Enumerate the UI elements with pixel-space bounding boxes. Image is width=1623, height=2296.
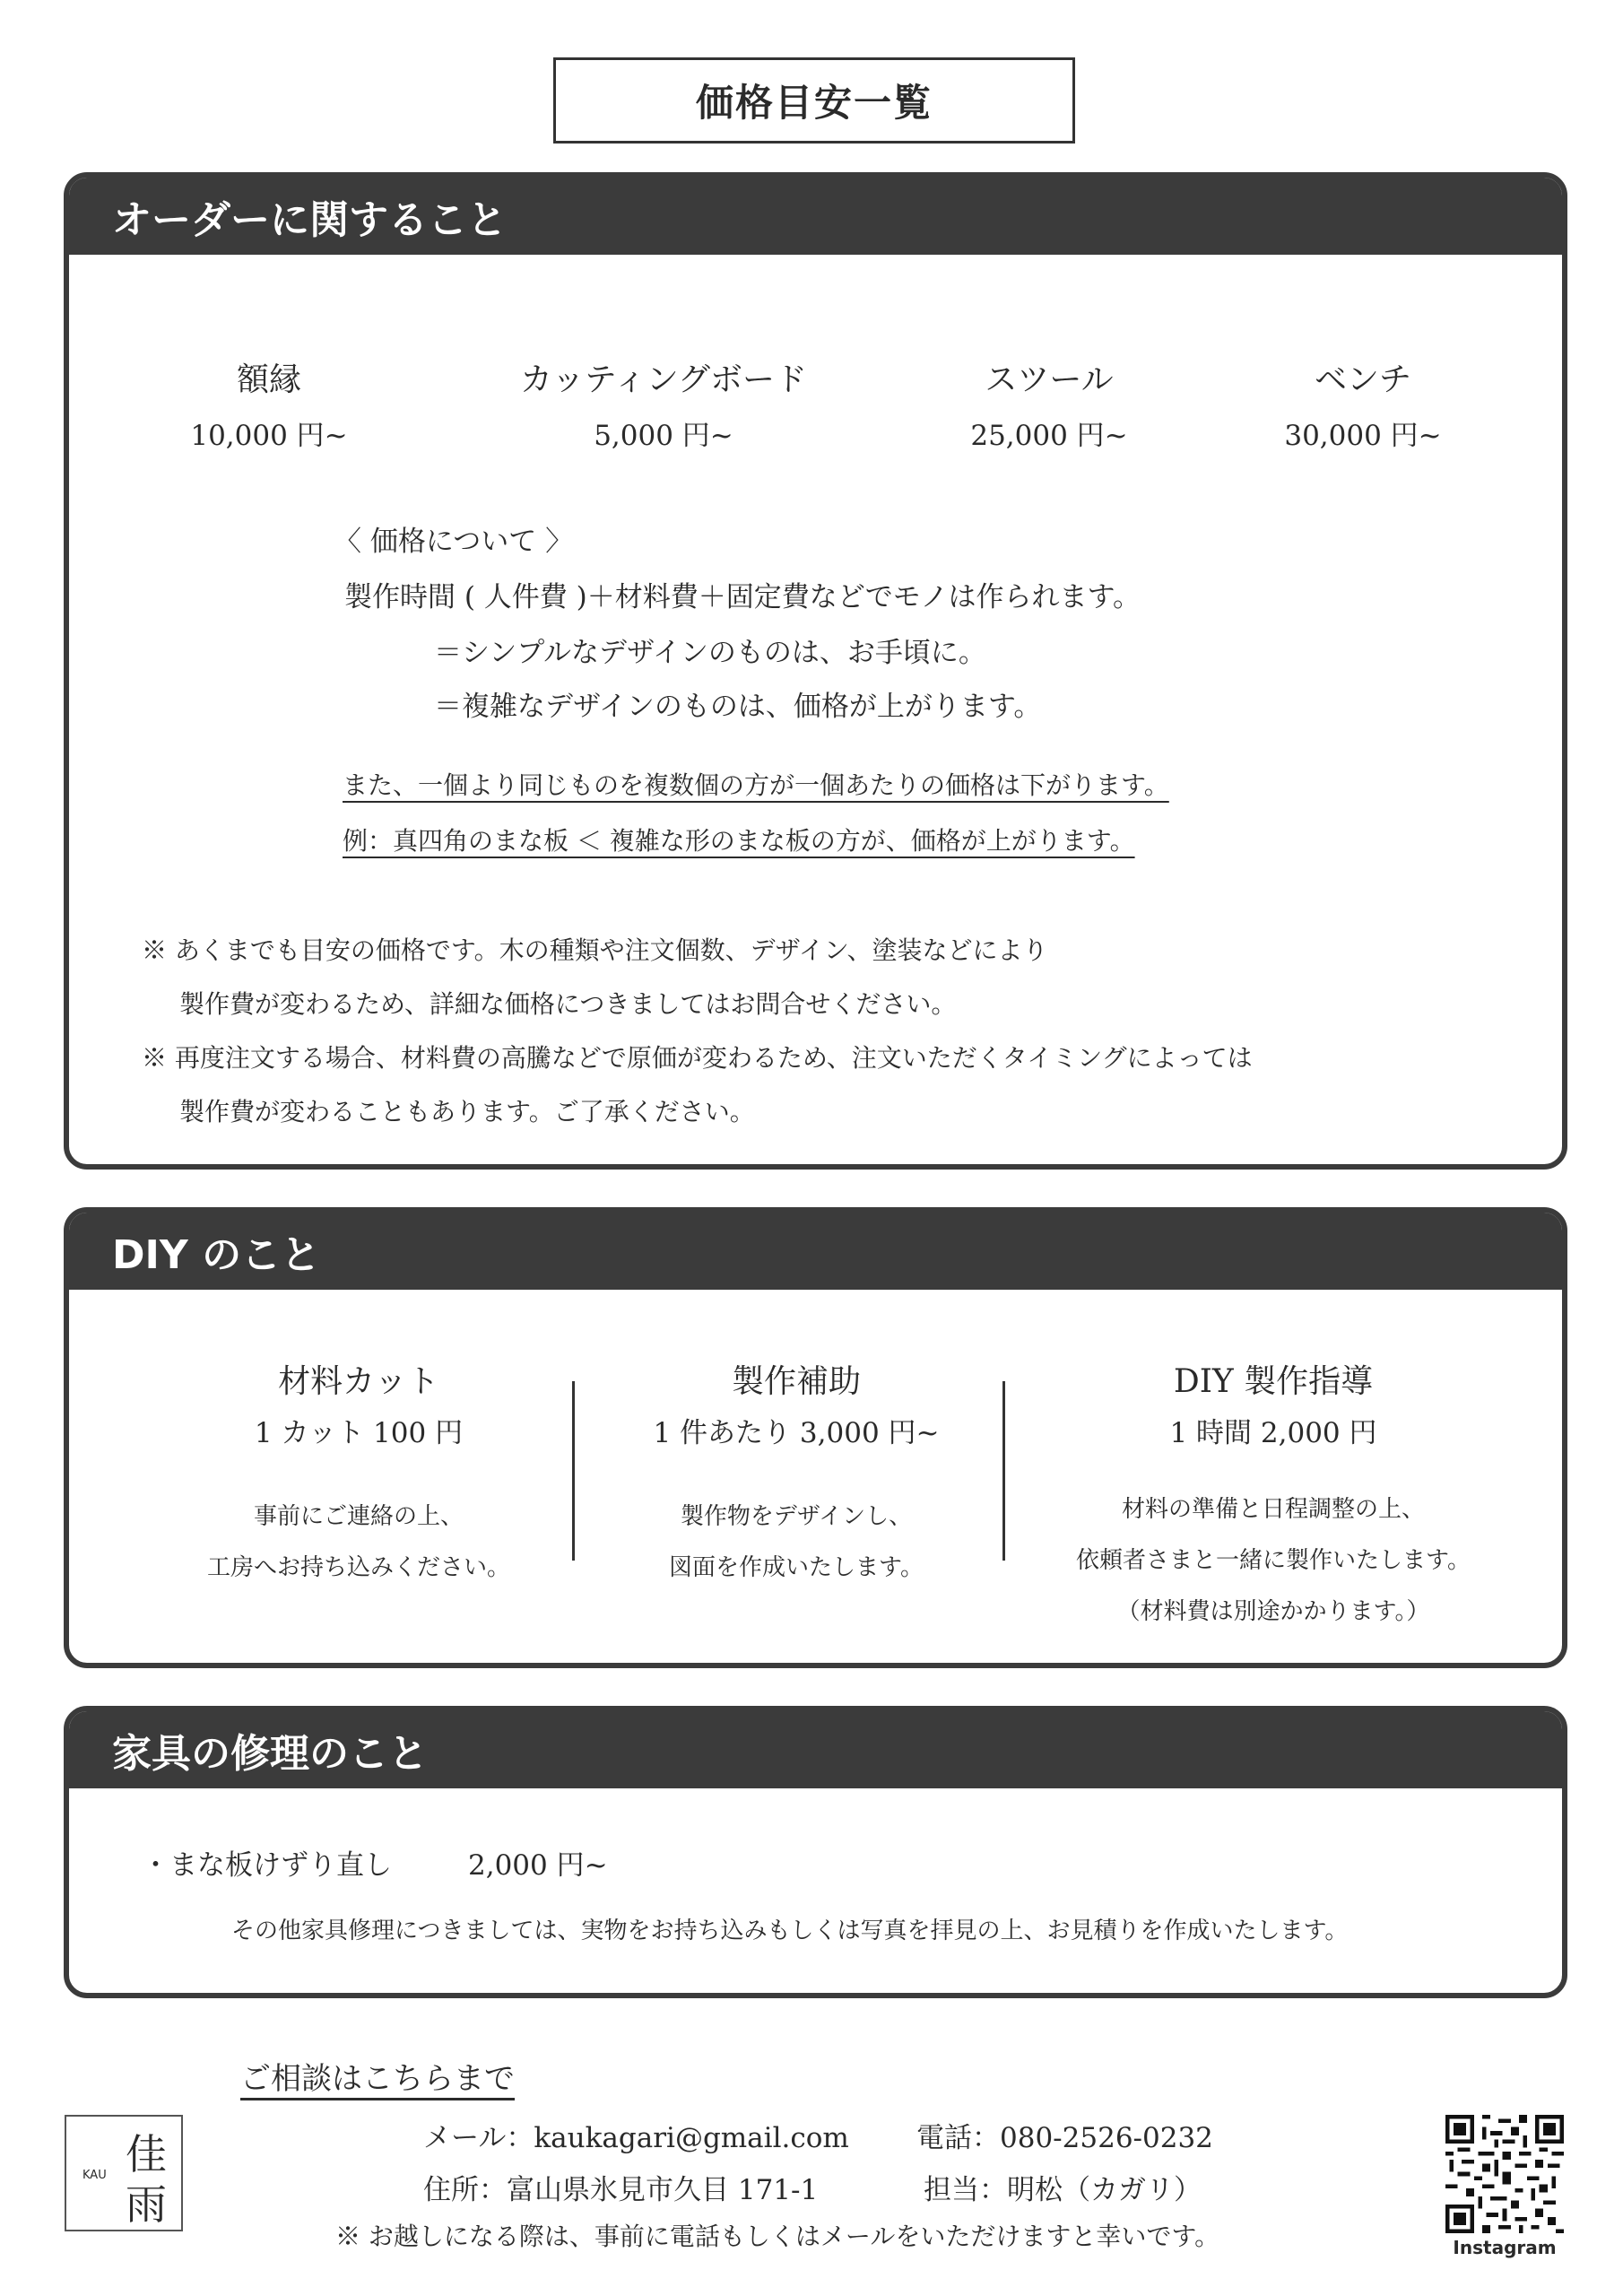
repair-item-label: ・まな板けずり直し <box>142 1849 392 1882</box>
item-name-stool: スツール <box>985 361 1114 398</box>
price-about-line: ＝シンプルなデザインのものは、お手頃に。 <box>434 637 986 669</box>
diy-desc-cut: 事前にご連絡の上、 <box>253 1503 464 1530</box>
diy-divider <box>572 1381 575 1561</box>
diy-name-assist: 製作補助 <box>731 1363 861 1400</box>
item-name-bench: ベンチ <box>1314 361 1411 398</box>
order-note: 製作費が変わることもあります。ご了承ください。 <box>179 1097 755 1126</box>
item-price-frame: 10,000 円~ <box>190 420 348 452</box>
price-about-line: ＝複雑なデザインのものは、価格が上がります。 <box>434 691 1042 723</box>
diy-name-guidance: DIY 製作指導 <box>1173 1363 1374 1400</box>
contact-heading: ご相談はこちらまで <box>240 2061 515 2097</box>
diy-price-cut: 1 カット 100 円 <box>254 1417 464 1449</box>
kau-logo <box>65 2115 183 2231</box>
item-price-stool: 25,000 円~ <box>970 420 1128 452</box>
price-note-underlined: また、一個より同じものを複数個の方が一個あたりの価格は下がります。 <box>343 770 1169 800</box>
item-name-cutting-board: カッティングボード <box>519 361 808 398</box>
instagram-qr-code[interactable] <box>1445 2115 1564 2233</box>
logo-small-text: KAU <box>82 2169 107 2182</box>
logo-char-1: 佳 <box>126 2130 167 2179</box>
diy-name-cut: 材料カット <box>278 1363 439 1400</box>
diy-price-guidance: 1 時間 2,000 円 <box>1169 1417 1377 1449</box>
contact-email[interactable]: メール：kaukagari@gmail.com <box>423 2122 849 2154</box>
logo-char-2: 雨 <box>126 2180 167 2229</box>
qr-label: Instagram <box>1453 2237 1557 2258</box>
order-note: ※ あくまでも目安の価格です。木の種類や注文個数、デザイン、塗装などにより <box>142 935 1048 965</box>
contact-note: ※ お越しになる際は、事前に電話もしくはメールをいただけますと幸いです。 <box>335 2222 1220 2251</box>
order-section-header: オーダーに関すること <box>69 178 1562 255</box>
diy-divider <box>1002 1381 1005 1561</box>
price-note-underlined: 例：真四角のまな板 ＜ 複雑な形のまな板の方が、価格が上がります。 <box>343 826 1135 856</box>
contact-phone[interactable]: 電話：080-2526-0232 <box>916 2122 1213 2154</box>
item-price-cutting-board: 5,000 円~ <box>594 420 733 452</box>
diy-desc-guidance: （材料費は別途かかります。） <box>1116 1598 1430 1625</box>
diy-desc-assist: 図面を作成いたします。 <box>669 1554 924 1581</box>
item-price-bench: 30,000 円~ <box>1284 420 1442 452</box>
diy-desc-guidance: 依頼者さまと一緒に製作いたします。 <box>1076 1547 1471 1574</box>
diy-desc-assist: 製作物をデザインし、 <box>680 1503 913 1530</box>
order-note: ※ 再度注文する場合、材料費の高騰などで原価が変わるため、注文いただくタイミングによっては <box>142 1043 1253 1073</box>
item-name-frame: 額縁 <box>236 361 301 398</box>
diy-desc-cut: 工房へお持ち込みください。 <box>206 1554 510 1581</box>
order-note: 製作費が変わるため、詳細な価格につきましてはお問合せください。 <box>179 989 957 1019</box>
repair-item-price: 2,000 円~ <box>468 1849 608 1882</box>
page-title: 価格目安一覧 <box>553 57 1075 144</box>
diy-desc-guidance: 材料の準備と日程調整の上、 <box>1121 1496 1425 1523</box>
diy-section-header: DIY のこと <box>69 1213 1562 1290</box>
price-about-line: 製作時間 ( 人件費 )＋材料費＋固定費などでモノは作られます。 <box>344 581 1141 613</box>
contact-person: 担当：明松（カガリ） <box>924 2174 1202 2206</box>
contact-address: 住所：富山県氷見市久目 171-1 <box>423 2174 819 2206</box>
repair-note: その他家具修理につきましては、実物をお持ち込みもしくは写真を拝見の上、お見積りを作成いたします。 <box>231 1918 1349 1944</box>
diy-price-assist: 1 件あたり 3,000 円~ <box>653 1417 940 1449</box>
repair-section-header: 家具の修理のこと <box>69 1711 1562 1788</box>
price-about-heading: 〈 価格について 〉 <box>334 526 574 558</box>
